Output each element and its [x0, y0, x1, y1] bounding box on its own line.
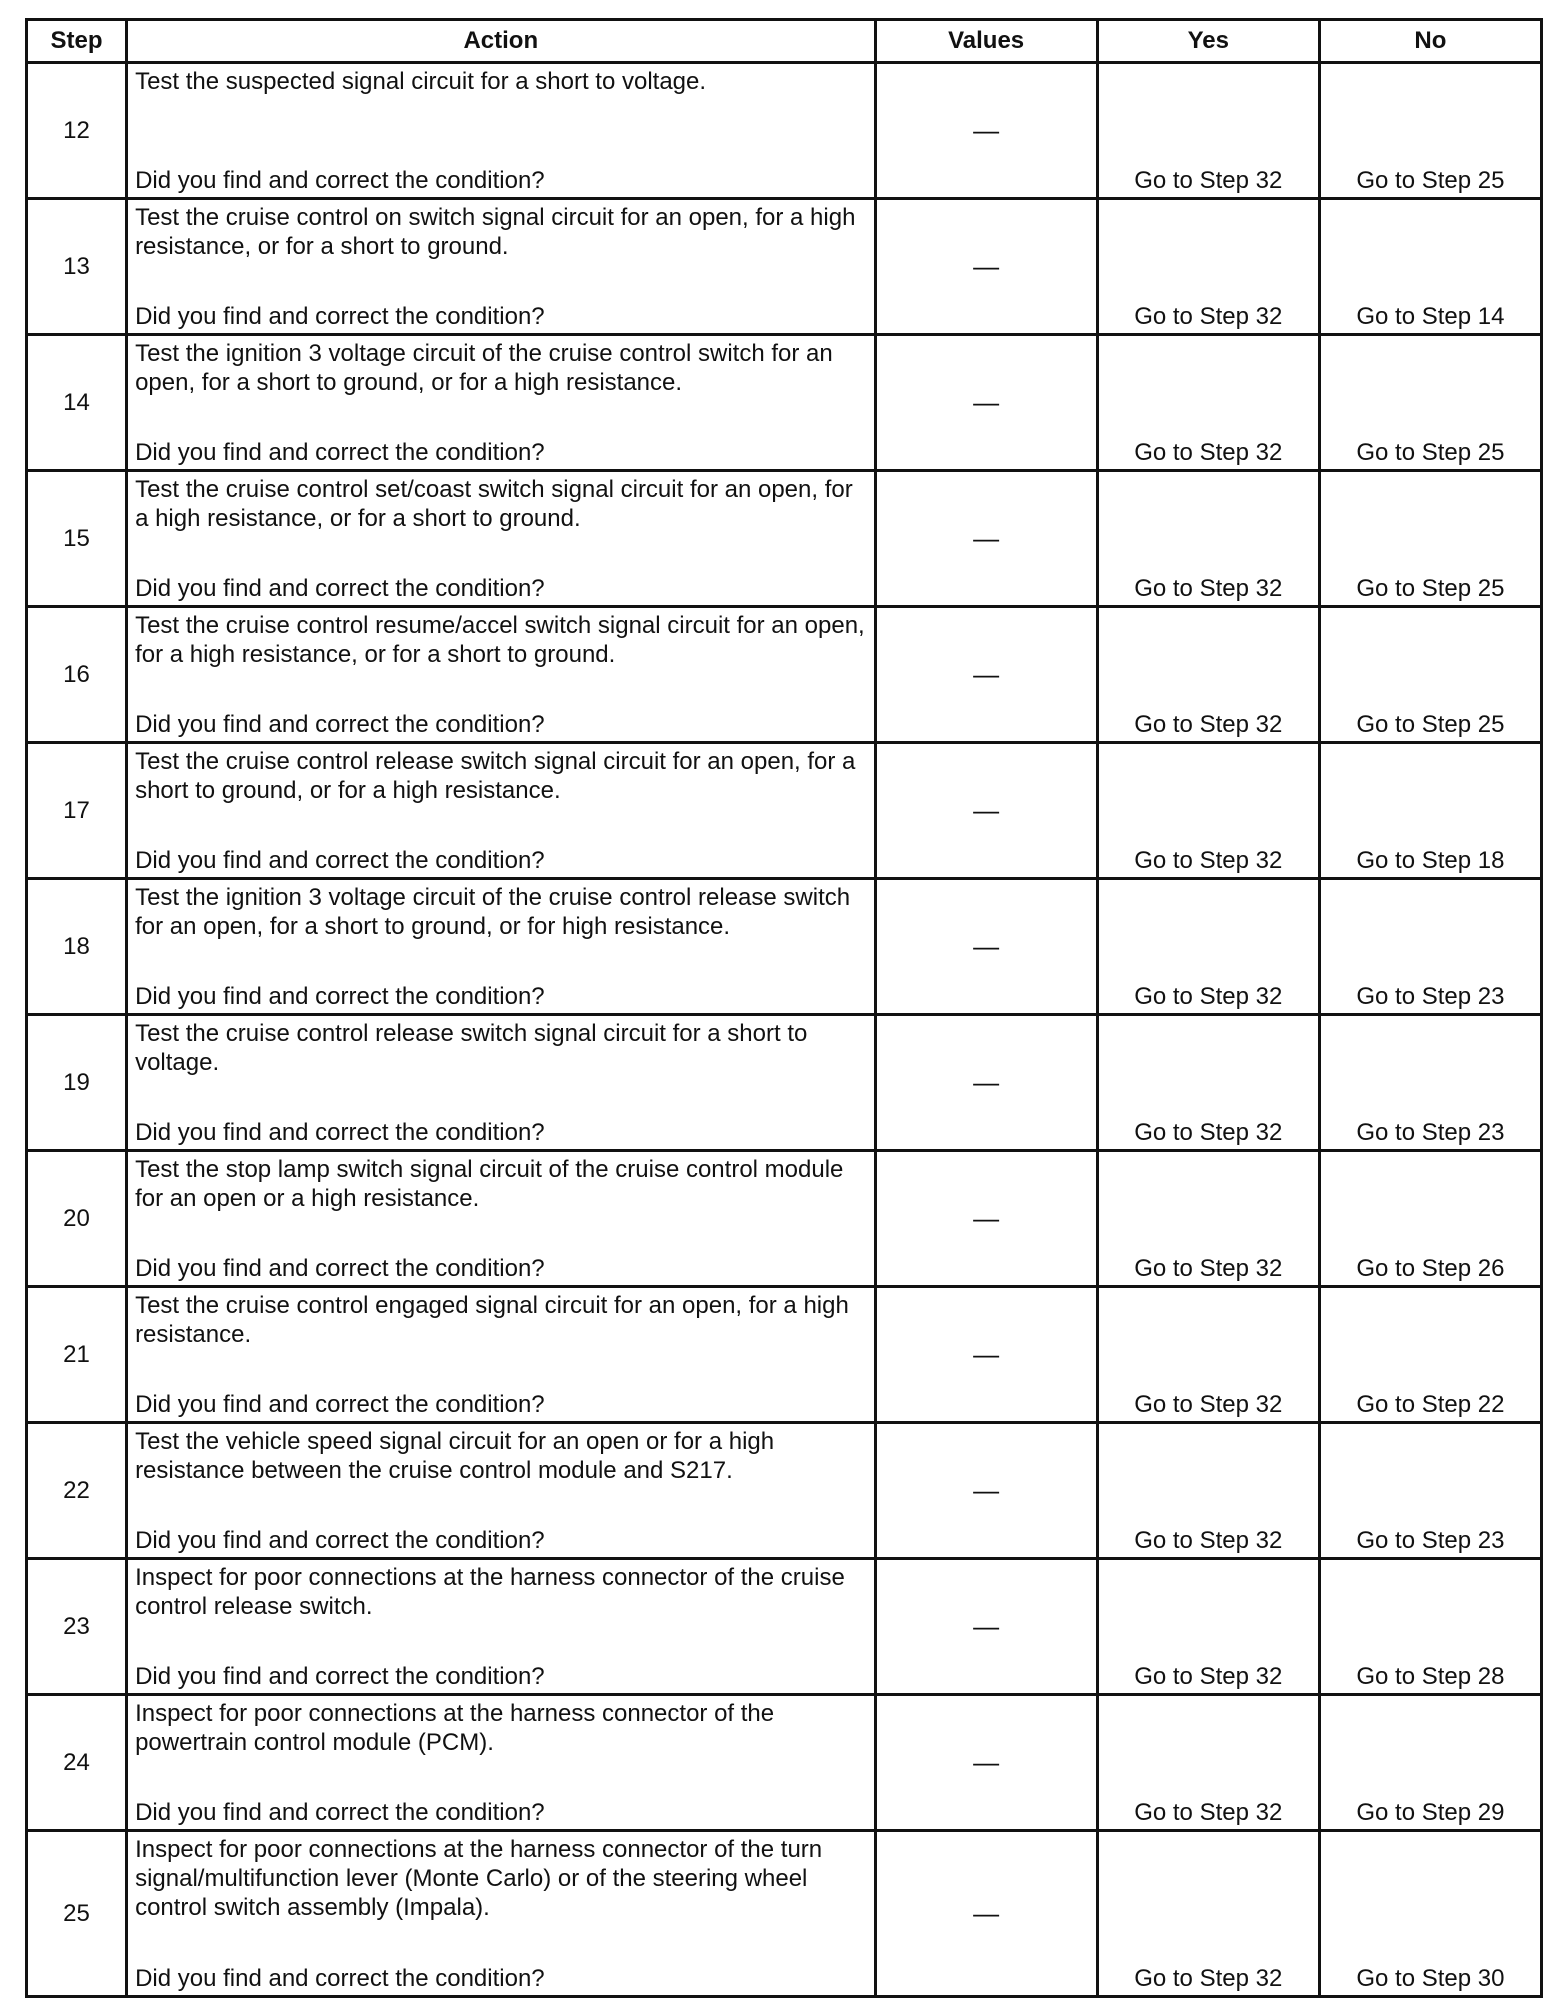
table-row — [27, 1151, 1542, 1287]
header-action: Action — [127, 20, 875, 63]
diagnostic-table — [25, 18, 1543, 1998]
yes-goto: Go to Step 32 — [1134, 439, 1283, 466]
yes-cell — [1097, 335, 1319, 471]
yes-goto: Go to Step 32 — [1134, 1965, 1283, 1992]
no-cell — [1319, 1287, 1541, 1423]
action-question: Did you find and correct the condition? — [135, 1119, 545, 1146]
values-cell: — — [875, 471, 1097, 607]
action-question: Did you find and correct the condition? — [135, 1255, 545, 1282]
action-question: Did you find and correct the condition? — [135, 1965, 545, 1992]
action-cell — [127, 607, 875, 743]
header-values: Values — [875, 20, 1097, 63]
yes-goto: Go to Step 32 — [1134, 1799, 1283, 1826]
no-cell — [1319, 1423, 1541, 1559]
action-text: Test the ignition 3 voltage circuit of the cruise control release switch for an open, for a short to ground, or for high resistance. — [135, 884, 851, 940]
no-goto: Go to Step 30 — [1356, 1965, 1505, 1992]
action-text: Inspect for poor connections at the harness connector of the turn signal/multifunction lever (Monte Carlo) or of the steering wheel control switch assembly (Impala). — [135, 1836, 823, 1921]
step-number: 23 — [27, 1559, 127, 1695]
no-goto: Go to Step 29 — [1356, 1799, 1505, 1826]
action-cell — [127, 1287, 875, 1423]
values-cell: — — [875, 63, 1097, 199]
no-cell — [1319, 879, 1541, 1015]
no-goto: Go to Step 25 — [1356, 575, 1505, 602]
yes-cell — [1097, 1287, 1319, 1423]
no-cell — [1319, 63, 1541, 199]
action-text: Test the cruise control on switch signal circuit for an open, for a high resistance, or for a short to ground. — [135, 204, 856, 260]
no-cell — [1319, 1151, 1541, 1287]
no-goto: Go to Step 23 — [1356, 983, 1505, 1010]
action-text: Test the cruise control engaged signal circuit for an open, for a high resistance. — [135, 1292, 849, 1348]
action-text: Inspect for poor connections at the harness connector of the cruise control release switch. — [135, 1564, 845, 1620]
yes-goto: Go to Step 32 — [1134, 1391, 1283, 1418]
values-cell: — — [875, 1423, 1097, 1559]
action-cell — [127, 199, 875, 335]
yes-goto: Go to Step 32 — [1134, 575, 1283, 602]
step-number: 24 — [27, 1695, 127, 1831]
action-cell — [127, 63, 875, 199]
action-cell — [127, 879, 875, 1015]
step-number: 25 — [27, 1831, 127, 1997]
step-number: 12 — [27, 63, 127, 199]
action-cell — [127, 335, 875, 471]
action-text: Inspect for poor connections at the harness connector of the powertrain control module (PCM). — [135, 1700, 775, 1756]
step-number: 16 — [27, 607, 127, 743]
action-question: Did you find and correct the condition? — [135, 1799, 545, 1826]
step-number: 13 — [27, 199, 127, 335]
table-row — [27, 199, 1542, 335]
no-goto: Go to Step 28 — [1356, 1663, 1505, 1690]
step-number: 19 — [27, 1015, 127, 1151]
yes-goto: Go to Step 32 — [1134, 1663, 1283, 1690]
action-cell — [127, 1015, 875, 1151]
action-cell — [127, 471, 875, 607]
yes-goto: Go to Step 32 — [1134, 1255, 1283, 1282]
no-cell — [1319, 335, 1541, 471]
values-cell: — — [875, 607, 1097, 743]
no-cell — [1319, 1015, 1541, 1151]
table-row — [27, 1015, 1542, 1151]
action-question: Did you find and correct the condition? — [135, 1391, 545, 1418]
header-step: Step — [27, 20, 127, 63]
action-text: Test the vehicle speed signal circuit for an open or for a high resistance between the cruise control module and S217. — [135, 1428, 775, 1484]
values-cell: — — [875, 1831, 1097, 1997]
yes-goto: Go to Step 32 — [1134, 711, 1283, 738]
table-row — [27, 1559, 1542, 1695]
no-goto: Go to Step 25 — [1356, 167, 1505, 194]
header-yes: Yes — [1097, 20, 1319, 63]
no-cell — [1319, 1559, 1541, 1695]
no-goto: Go to Step 23 — [1356, 1119, 1505, 1146]
yes-goto: Go to Step 32 — [1134, 303, 1283, 330]
yes-goto: Go to Step 32 — [1134, 167, 1283, 194]
action-cell — [127, 743, 875, 879]
yes-cell — [1097, 63, 1319, 199]
yes-goto: Go to Step 32 — [1134, 847, 1283, 874]
action-text: Test the suspected signal circuit for a short to voltage. — [135, 68, 707, 95]
action-cell — [127, 1151, 875, 1287]
action-text: Test the cruise control release switch signal circuit for an open, for a short to ground, or for a high resistance. — [135, 748, 856, 804]
no-goto: Go to Step 25 — [1356, 439, 1505, 466]
action-question: Did you find and correct the condition? — [135, 303, 545, 330]
yes-cell — [1097, 879, 1319, 1015]
step-number: 15 — [27, 471, 127, 607]
action-cell — [127, 1559, 875, 1695]
action-question: Did you find and correct the condition? — [135, 847, 545, 874]
no-goto: Go to Step 23 — [1356, 1527, 1505, 1554]
no-cell — [1319, 1831, 1541, 1997]
values-cell: — — [875, 1287, 1097, 1423]
yes-goto: Go to Step 32 — [1134, 983, 1283, 1010]
yes-cell — [1097, 1559, 1319, 1695]
no-goto: Go to Step 22 — [1356, 1391, 1505, 1418]
no-cell — [1319, 743, 1541, 879]
step-number: 20 — [27, 1151, 127, 1287]
action-question: Did you find and correct the condition? — [135, 1663, 545, 1690]
no-cell — [1319, 199, 1541, 335]
no-goto: Go to Step 18 — [1356, 847, 1505, 874]
action-text: Test the ignition 3 voltage circuit of the cruise control switch for an open, for a short to ground, or for a high resistance. — [135, 340, 833, 396]
action-text: Test the cruise control release switch signal circuit for a short to voltage. — [135, 1020, 808, 1076]
yes-goto: Go to Step 32 — [1134, 1527, 1283, 1554]
action-question: Did you find and correct the condition? — [135, 1527, 545, 1554]
table-row — [27, 471, 1542, 607]
values-cell: — — [875, 335, 1097, 471]
step-number: 21 — [27, 1287, 127, 1423]
table-row — [27, 1831, 1542, 1997]
table-row — [27, 335, 1542, 471]
values-cell: — — [875, 1695, 1097, 1831]
action-cell — [127, 1423, 875, 1559]
values-cell: — — [875, 1151, 1097, 1287]
table-row — [27, 63, 1542, 199]
no-cell — [1319, 471, 1541, 607]
yes-goto: Go to Step 32 — [1134, 1119, 1283, 1146]
yes-cell — [1097, 1151, 1319, 1287]
table-row — [27, 1423, 1542, 1559]
table-row — [27, 607, 1542, 743]
yes-cell — [1097, 1423, 1319, 1559]
action-text: Test the stop lamp switch signal circuit of the cruise control module for an open or a high resistance. — [135, 1156, 844, 1212]
header-row — [27, 20, 1542, 63]
action-cell — [127, 1831, 875, 1997]
action-question: Did you find and correct the condition? — [135, 983, 545, 1010]
no-cell — [1319, 1695, 1541, 1831]
step-number: 17 — [27, 743, 127, 879]
values-cell: — — [875, 879, 1097, 1015]
no-goto: Go to Step 25 — [1356, 711, 1505, 738]
step-number: 14 — [27, 335, 127, 471]
yes-cell — [1097, 743, 1319, 879]
yes-cell — [1097, 1015, 1319, 1151]
values-cell: — — [875, 743, 1097, 879]
values-cell: — — [875, 199, 1097, 335]
action-question: Did you find and correct the condition? — [135, 711, 545, 738]
yes-cell — [1097, 471, 1319, 607]
step-number: 18 — [27, 879, 127, 1015]
yes-cell — [1097, 1831, 1319, 1997]
action-text: Test the cruise control set/coast switch signal circuit for an open, for a high resistance, or for a short to ground. — [135, 476, 853, 532]
table-row — [27, 743, 1542, 879]
yes-cell — [1097, 607, 1319, 743]
action-cell — [127, 1695, 875, 1831]
action-question: Did you find and correct the condition? — [135, 575, 545, 602]
step-number: 22 — [27, 1423, 127, 1559]
yes-cell — [1097, 199, 1319, 335]
no-cell — [1319, 607, 1541, 743]
table-row — [27, 1695, 1542, 1831]
header-no: No — [1319, 20, 1541, 63]
no-goto: Go to Step 14 — [1356, 303, 1505, 330]
action-question: Did you find and correct the condition? — [135, 439, 545, 466]
yes-cell — [1097, 1695, 1319, 1831]
values-cell: — — [875, 1015, 1097, 1151]
table-row — [27, 1287, 1542, 1423]
table-row — [27, 879, 1542, 1015]
action-question: Did you find and correct the condition? — [135, 167, 545, 194]
no-goto: Go to Step 26 — [1356, 1255, 1505, 1282]
values-cell: — — [875, 1559, 1097, 1695]
action-text: Test the cruise control resume/accel switch signal circuit for an open, for a high resistance, or for a short to ground. — [135, 612, 865, 668]
